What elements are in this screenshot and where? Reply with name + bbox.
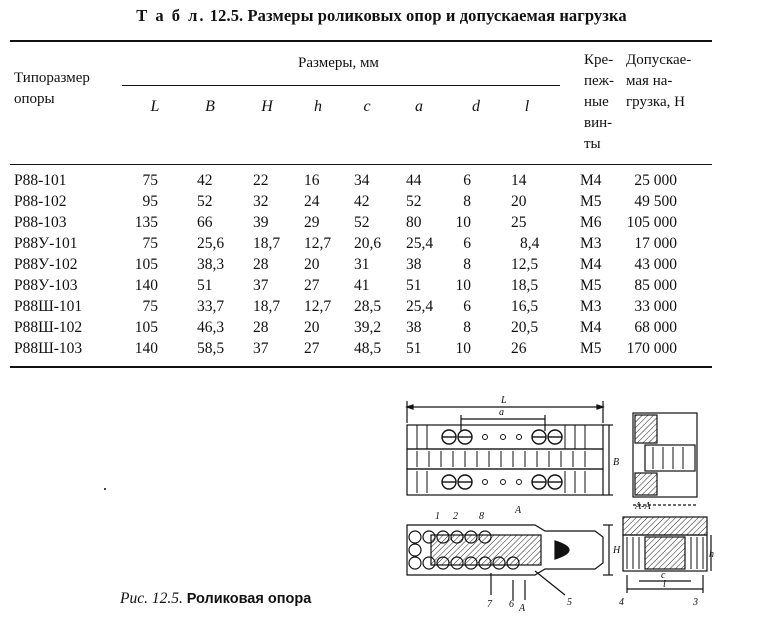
cell-c: 52 (354, 214, 370, 231)
cell-screw: М3 (580, 235, 602, 252)
cell-a: 51 (406, 277, 422, 294)
cell-d: 8 (463, 193, 471, 210)
table-row (0, 319, 763, 340)
label-h: h (709, 549, 714, 560)
cell-load: 43 000 (634, 256, 677, 273)
cell-B: 33,7 (197, 298, 225, 315)
header-c: c (363, 98, 371, 115)
cell-screw: М5 (580, 193, 602, 210)
label-L: L (501, 395, 507, 406)
cell-c: 42 (354, 193, 370, 210)
cell-c: 28,5 (354, 298, 382, 315)
table-row (0, 214, 763, 235)
header-d: d (472, 98, 480, 115)
cell-c: 39,2 (354, 319, 382, 336)
cell-l: 14 (511, 172, 527, 189)
cell-screw: М4 (580, 256, 602, 273)
top-view (407, 425, 613, 495)
table-row (0, 277, 763, 298)
cell-d: 6 (463, 298, 471, 315)
header-a: a (415, 98, 423, 115)
cell-type: Р88-102 (14, 193, 67, 210)
cell-d: 10 (455, 277, 471, 294)
cell-d: 10 (455, 214, 471, 231)
cell-B: 25,6 (197, 235, 225, 252)
label-7: 7 (487, 599, 492, 610)
header-type (14, 68, 90, 110)
table-top-rule (10, 40, 712, 42)
cell-H: 18,7 (253, 235, 281, 252)
table-title-label: Т а б л. (136, 6, 206, 25)
cell-H: 28 (253, 319, 269, 336)
label-section-a: А (515, 505, 522, 516)
bottom-plan-view (407, 525, 613, 600)
cell-h: 16 (304, 172, 320, 189)
cell-l: 20,5 (511, 319, 539, 336)
cell-l: 20 (511, 193, 527, 210)
cell-B: 51 (197, 277, 213, 294)
header-screws-line: ты (584, 136, 601, 152)
cell-d: 8 (463, 319, 471, 336)
cell-type: Р88У-102 (14, 256, 78, 273)
cell-a: 38 (406, 256, 422, 273)
cell-load: 17 000 (634, 235, 677, 252)
header-load (626, 50, 691, 113)
cell-H: 18,7 (253, 298, 281, 315)
cell-L: 135 (134, 214, 158, 231)
cell-l: 26 (511, 340, 527, 357)
cell-B: 58,5 (197, 340, 225, 357)
cell-h: 20 (304, 319, 320, 336)
label-c: c (661, 570, 666, 581)
header-h: h (314, 98, 322, 115)
header-load-line: мая на- (626, 73, 673, 89)
label-5: 5 (567, 597, 572, 608)
cell-d: 6 (463, 172, 471, 189)
cell-type: Р88-103 (14, 214, 67, 231)
cross-section-view (623, 517, 711, 593)
cell-L: 105 (134, 319, 158, 336)
cell-load: 33 000 (634, 298, 677, 315)
cell-L: 105 (134, 256, 158, 273)
table-row (0, 193, 763, 214)
cell-d: 8 (463, 256, 471, 273)
figure-caption-number: Рис. 12.5. (120, 590, 183, 607)
header-screws-line: вин- (584, 115, 613, 131)
header-bottom-rule (10, 164, 712, 165)
cell-a: 25,4 (406, 298, 434, 315)
cell-c: 20,6 (354, 235, 382, 252)
cell-screw: М5 (580, 277, 602, 294)
cell-a: 38 (406, 319, 422, 336)
label-4: 4 (619, 597, 624, 608)
table-title (0, 6, 763, 26)
cell-L: 75 (142, 235, 158, 252)
cell-l: 16,5 (511, 298, 539, 315)
cell-type: Р88У-101 (14, 235, 78, 252)
header-screws-line: Кре- (584, 52, 614, 68)
cell-H: 22 (253, 172, 269, 189)
cell-H: 32 (253, 193, 269, 210)
table-row (0, 172, 763, 193)
label-section-a-bottom: А (519, 603, 526, 614)
table-row (0, 340, 763, 361)
cell-screw: М3 (580, 298, 602, 315)
cell-l: 18,5 (511, 277, 539, 294)
cell-L: 75 (142, 298, 158, 315)
cell-type: Р88Ш-103 (14, 340, 83, 357)
cell-h: 20 (304, 256, 320, 273)
cell-l: 8,4 (520, 235, 540, 252)
header-screws (584, 50, 614, 155)
dims-group-rule (122, 85, 560, 86)
cell-type: Р88Ш-101 (14, 298, 83, 315)
cell-H: 37 (253, 340, 269, 357)
cell-load: 49 500 (634, 193, 677, 210)
cell-screw: М4 (580, 319, 602, 336)
header-dims-group: Размеры, мм (298, 55, 379, 71)
cell-a: 25,4 (406, 235, 434, 252)
cell-h: 27 (304, 277, 320, 294)
cell-type: Р88Ш-102 (14, 319, 83, 336)
cell-a: 52 (406, 193, 422, 210)
header-type-line: Типоразмер (14, 70, 90, 86)
cell-L: 140 (134, 340, 158, 357)
label-1: 1 (435, 511, 440, 522)
table-row (0, 235, 763, 256)
header-type-line: опоры (14, 91, 55, 107)
cell-H: 39 (253, 214, 269, 231)
cell-screw: М6 (580, 214, 602, 231)
label-B: B (613, 457, 620, 468)
label-6: 6 (509, 599, 514, 610)
cell-type: Р88-101 (14, 172, 67, 189)
cell-B: 42 (197, 172, 213, 189)
cell-load: 25 000 (634, 172, 677, 189)
cell-l: 25 (511, 214, 527, 231)
cell-H: 28 (253, 256, 269, 273)
label-H: H (613, 545, 621, 556)
header-l: l (524, 98, 530, 115)
table-row (0, 256, 763, 277)
header-screws-line: пеж- (584, 73, 615, 89)
roller-support-drawing (395, 385, 725, 625)
cell-h: 29 (304, 214, 320, 231)
cell-c: 41 (354, 277, 370, 294)
cell-load: 68 000 (634, 319, 677, 336)
cell-d: 6 (463, 235, 471, 252)
cell-c: 34 (354, 172, 370, 189)
table-row (0, 298, 763, 319)
cell-L: 140 (134, 277, 158, 294)
table-bottom-rule (10, 366, 712, 368)
table-title-text: 12.5. Размеры роликовых опор и допускаемая нагрузка (209, 6, 627, 25)
label-2: 2 (453, 511, 458, 522)
cell-B: 66 (197, 214, 213, 231)
label-section-aa: А-А (635, 501, 651, 512)
cell-type: Р88У-103 (14, 277, 78, 294)
label-8: 8 (479, 511, 484, 522)
cell-H: 37 (253, 277, 269, 294)
cell-B: 46,3 (197, 319, 225, 336)
label-3: 3 (693, 597, 698, 608)
side-section-view (633, 413, 697, 505)
header-load-line: Допускае- (626, 52, 692, 68)
header-screws-line: ные (584, 94, 609, 110)
cell-B: 38,3 (197, 256, 225, 273)
cell-h: 24 (304, 193, 320, 210)
cell-h: 27 (304, 340, 320, 357)
header-load-line: грузка, Н (626, 94, 685, 110)
header-L: L (150, 98, 160, 115)
cell-L: 75 (142, 172, 158, 189)
cell-B: 52 (197, 193, 213, 210)
cell-screw: М5 (580, 340, 602, 357)
cell-h: 12,7 (304, 235, 332, 252)
cell-L: 95 (142, 193, 158, 210)
cell-c: 48,5 (354, 340, 382, 357)
label-l: l (663, 579, 666, 590)
cell-l: 12,5 (511, 256, 539, 273)
header-B: B (205, 98, 215, 115)
cell-a: 51 (406, 340, 422, 357)
figure-caption (120, 590, 311, 608)
cell-d: 10 (455, 340, 471, 357)
figure-caption-title: Роликовая опора (186, 591, 312, 607)
header-H: H (261, 98, 273, 115)
label-a: a (499, 407, 504, 418)
cell-c: 31 (354, 256, 370, 273)
cell-load: 85 000 (634, 277, 677, 294)
cell-load: 170 000 (626, 340, 677, 357)
stray-dot (104, 488, 106, 490)
cell-h: 12,7 (304, 298, 332, 315)
cell-a: 80 (406, 214, 422, 231)
cell-screw: М4 (580, 172, 602, 189)
cell-a: 44 (406, 172, 422, 189)
cell-load: 105 000 (626, 214, 677, 231)
